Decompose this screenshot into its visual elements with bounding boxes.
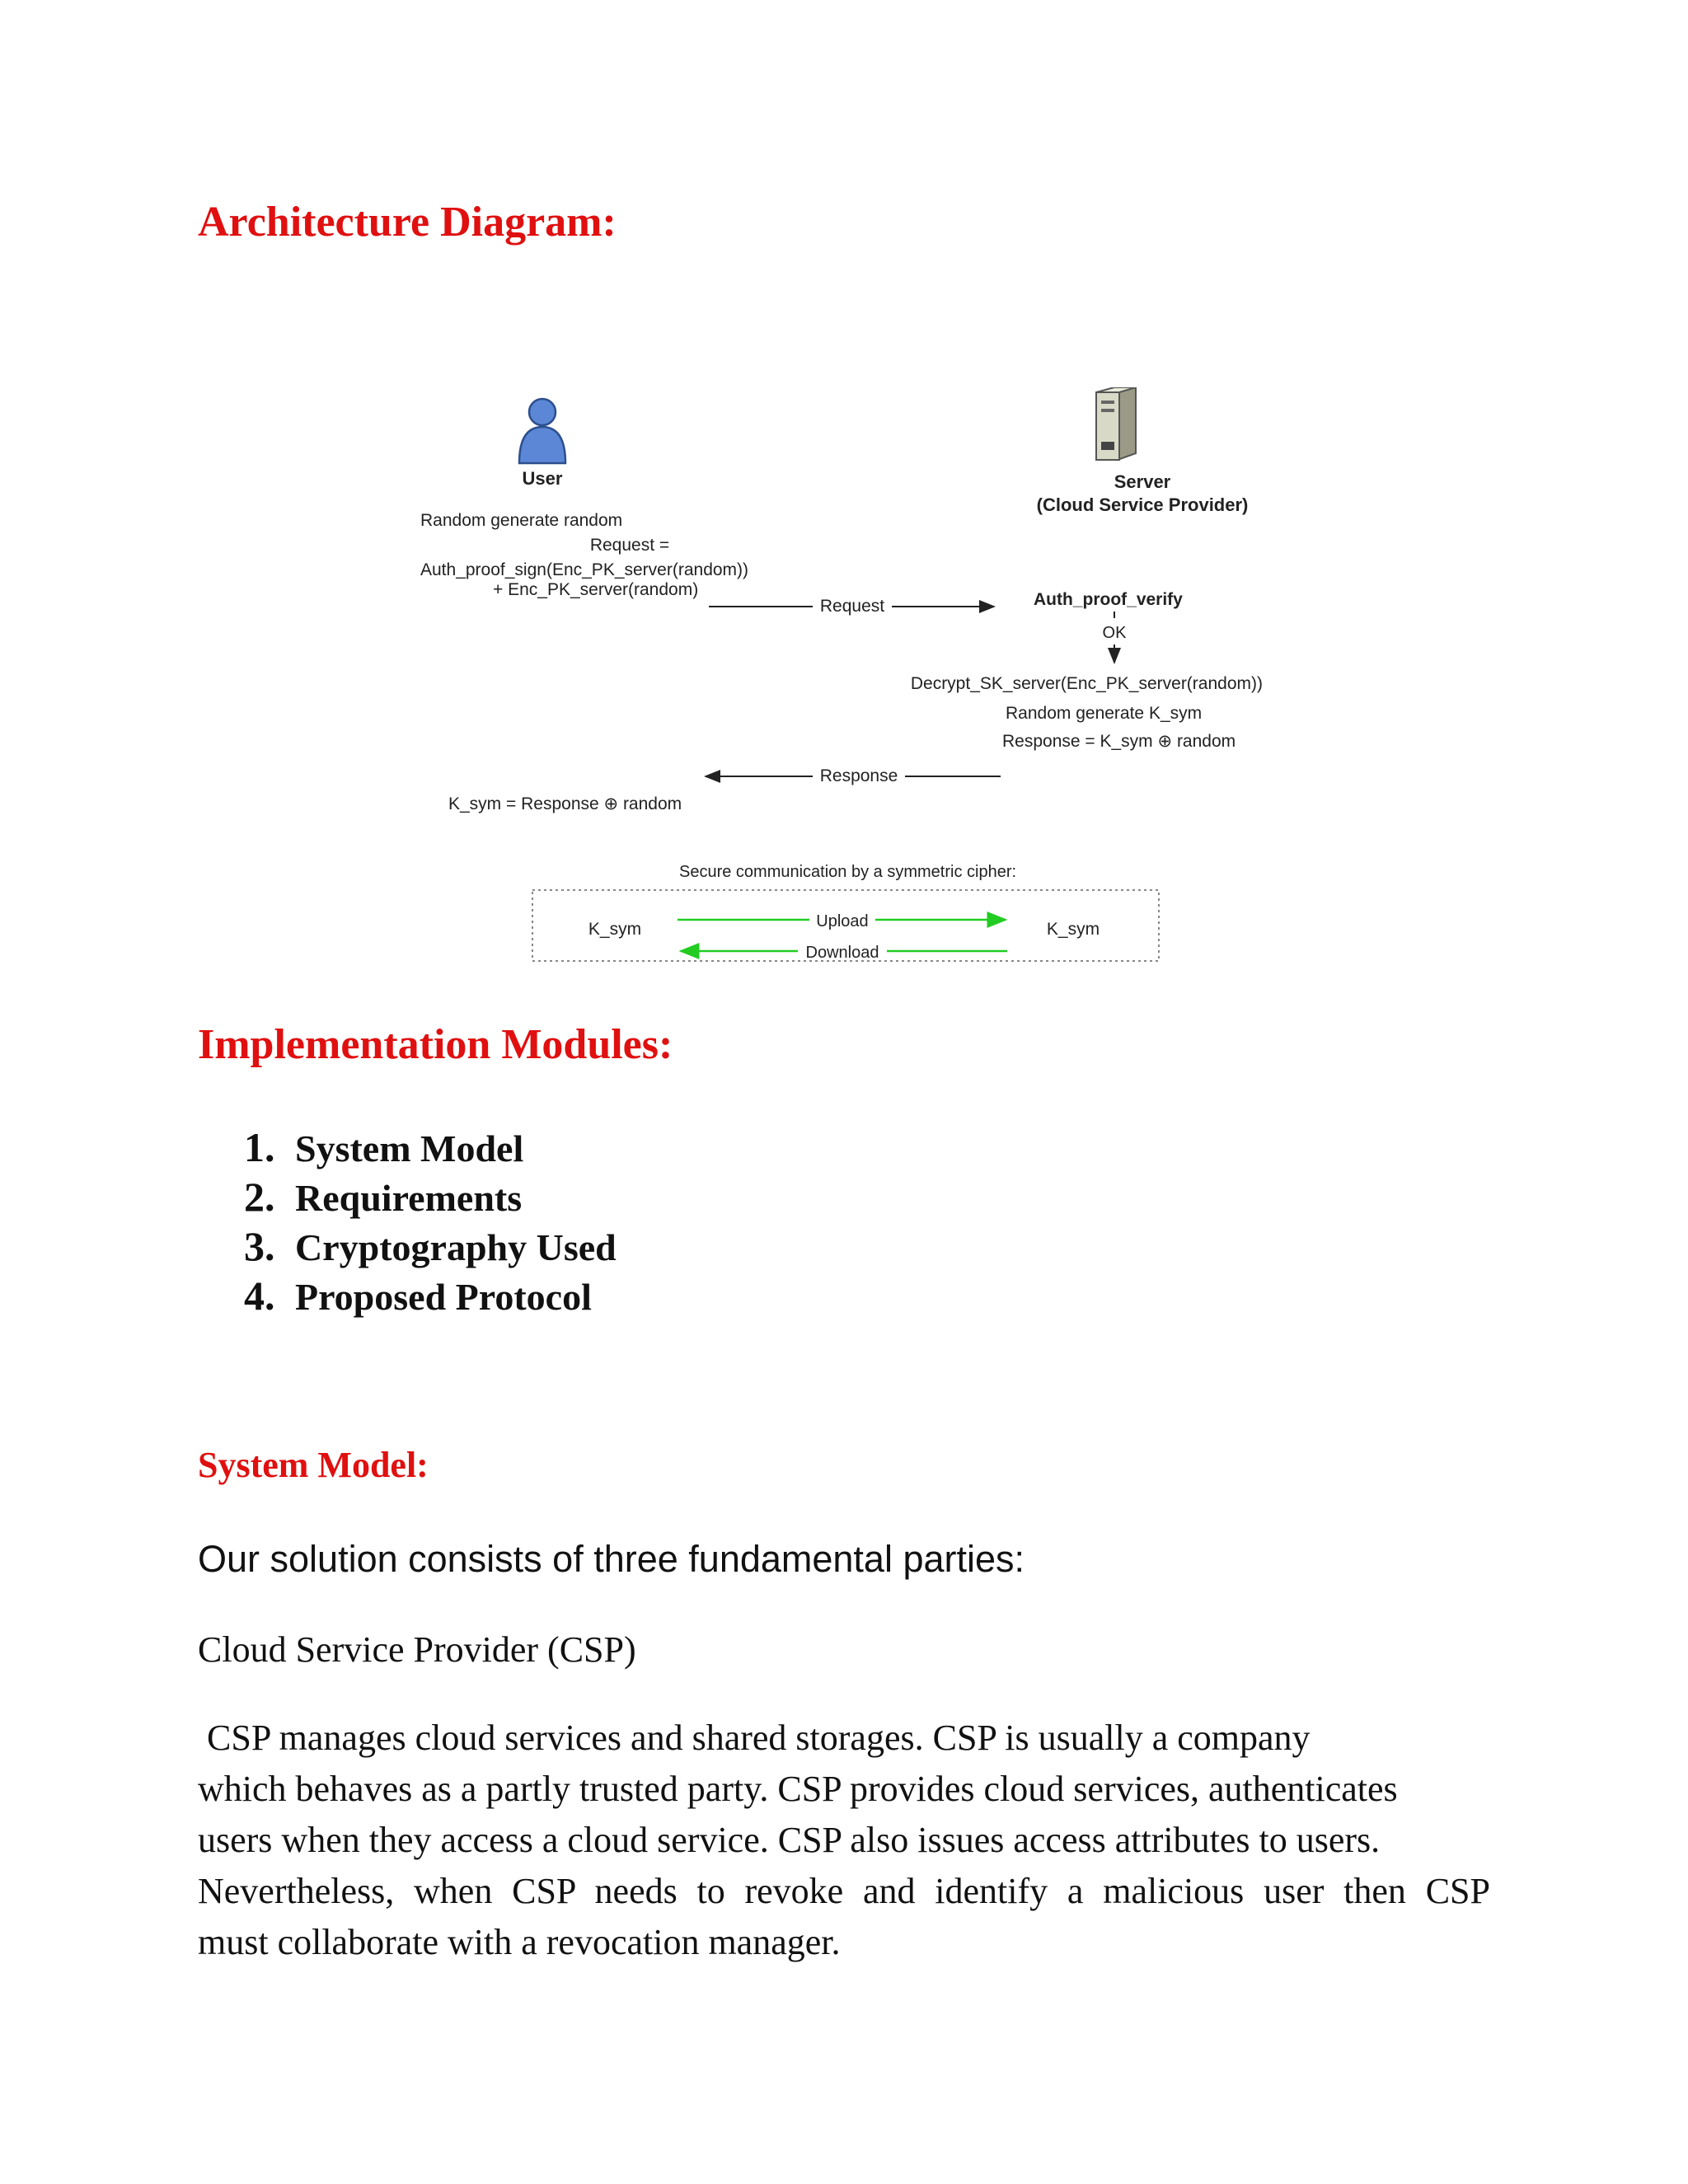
server-step-gen-ksym: Random generate K_sym <box>1006 704 1203 723</box>
user-step-request: Request = <box>589 536 670 555</box>
list-item <box>244 1172 617 1221</box>
server-label: Server <box>1114 471 1171 492</box>
user-step-random: Random generate random <box>420 511 623 530</box>
request-arrow-label: Request <box>819 597 885 616</box>
server-icon <box>1096 387 1136 460</box>
server-step-decrypt: Decrypt_SK_server(Enc_PK_server(random)) <box>910 674 1263 693</box>
list-item-label: Proposed Protocol <box>295 1276 592 1318</box>
modules-list <box>244 1122 617 1320</box>
k-sym-right: K_sym <box>1046 920 1100 939</box>
csp-heading: Cloud Service Provider (CSP) <box>198 1629 636 1670</box>
paragraph-line: users when they access a cloud service. CSP also issues access attributes to users. <box>198 1820 1381 1860</box>
response-arrow-label: Response <box>819 766 898 785</box>
list-item-label: Cryptography Used <box>295 1226 617 1268</box>
list-item-label: System Model <box>295 1127 524 1169</box>
upload-label: Upload <box>816 912 869 930</box>
paragraph-line: Nevertheless, when CSP needs to revoke and identify a malicious user then CSP <box>198 1871 1490 1911</box>
user-step-enc: + Enc_PK_server(random) <box>493 580 699 599</box>
user-result: K_sym = Response ⊕ random <box>448 794 682 813</box>
user-icon <box>519 399 565 463</box>
architecture-heading: Architecture Diagram: <box>198 199 617 246</box>
list-item-number: 3. <box>244 1223 275 1269</box>
list-item-number: 2. <box>244 1174 275 1220</box>
system-model-heading: System Model: <box>198 1445 429 1485</box>
server-step-response: Response = K_sym ⊕ random <box>1002 732 1236 751</box>
server-step-verify: Auth_proof_verify <box>1034 590 1183 609</box>
download-label: Download <box>805 944 879 962</box>
user-step-auth-sign: Auth_proof_sign(Enc_PK_server(random)) <box>420 560 749 579</box>
list-item-number: 4. <box>244 1272 275 1319</box>
csp-paragraph <box>198 1713 1490 1968</box>
paragraph-line: which behaves as a partly trusted party. CSP provides cloud services, authenticates <box>198 1769 1398 1809</box>
list-item <box>244 1221 617 1271</box>
server-subtitle: (Cloud Service Provider) <box>1036 494 1249 515</box>
list-item <box>244 1271 617 1320</box>
user-label: User <box>522 468 563 489</box>
k-sym-left: K_sym <box>588 920 642 939</box>
list-item-number: 1. <box>244 1124 275 1170</box>
implementation-heading: Implementation Modules: <box>198 1021 673 1068</box>
system-model-intro: Our solution consists of three fundamental parties: <box>198 1538 1025 1580</box>
paragraph-line: CSP manages cloud services and shared storages. CSP is usually a company <box>198 1718 1311 1758</box>
secure-caption: Secure communication by a symmetric cipher: <box>679 863 1017 881</box>
architecture-diagram <box>412 387 1286 981</box>
paragraph-line: must collaborate with a revocation manager. <box>198 1922 841 1962</box>
server-step-ok: OK <box>1102 624 1127 642</box>
list-item-label: Requirements <box>295 1177 523 1219</box>
list-item <box>244 1122 617 1172</box>
